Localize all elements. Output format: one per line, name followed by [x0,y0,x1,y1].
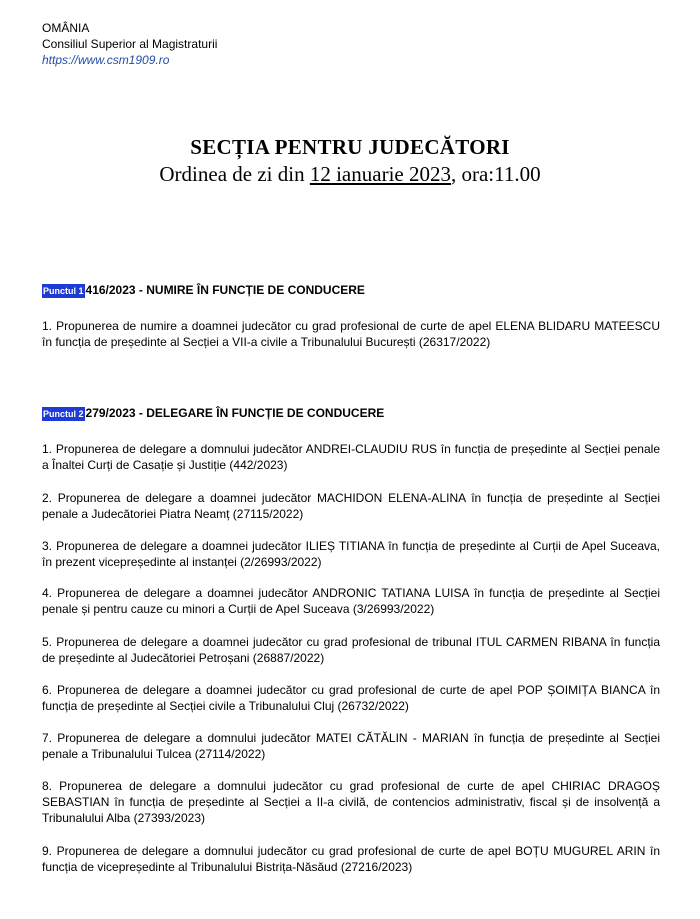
point-2-item-8: 8. Propunerea de delegare a domnului judecător cu grad profesional de curte de apel CHIRIAC DRAGOȘ SEBASTIAN în funcția de președinte al Secției a II-a civilă, de contencios administrativ, fiscal și de insolvență a Tribunalului Alba (27393/2023) [42,779,660,825]
point-2-item-4: 4. Propunerea de delegare a doamnei judecător ANDRONIC TATIANA LUISA în funcția de președinte al Secției penale și pentru cauze cu minori a Curții de Apel Suceava (3/26993/2022) [42,586,660,616]
point-2-item-5: 5. Propunerea de delegare a doamnei judecător cu grad profesional de tribunal ITUL CARMEN RIBANA în funcția de președinte al Judecătoriei Petroșani (26887/2022) [42,635,660,665]
agenda-prefix: Ordinea de zi din [159,162,310,186]
website-link[interactable]: https://www.csm1909.ro [42,53,170,67]
point-2-item-9: 9. Propunerea de delegare a domnului judecător cu grad profesional de curte de apel BOȚU MUGUREL ARIN în funcția de vicepreședinte al Tribunalului Bistrița-Năsăud (27216/2023) [42,844,660,874]
document-header [42,20,217,68]
point-2-item-7: 7. Propunerea de delegare a domnului judecător MATEI CĂTĂLIN - MARIAN în funcția de președinte al Secției penale a Tribunalului Tulcea (27114/2022) [42,731,660,761]
point-1-heading [42,283,365,297]
point-2-title: 279/2023 - DELEGARE ÎN FUNCȚIE DE CONDUCERE [85,406,385,420]
institution-name: Consiliul Superior al Magistraturii [42,37,218,51]
agenda-date: 12 ianuarie 2023 [309,162,451,186]
point-1-title: 416/2023 - NUMIRE ÎN FUNCȚIE DE CONDUCERE [85,283,365,297]
point-2-tag: Punctul 2 [43,409,84,419]
point-1-item-1: 1. Propunerea de numire a doamnei judecător cu grad profesional de curte de apel ELENA BLIDARU MATEESCU în funcția de președinte al Secției a VII-a civile a Tribunalului București (26317/2022) [42,319,660,349]
point-2-item-2: 2. Propunerea de delegare a doamnei judecător MACHIDON ELENA-ALINA în funcția de președinte al Secției penale a Judecătoriei Piatra Neamț (27115/2022) [42,491,660,521]
agenda-line [0,162,700,187]
point-2-item-6: 6. Propunerea de delegare a doamnei judecător cu grad profesional de curte de apel POP ȘOIMIȚA BIANCA în funcția de președinte al Secției civile a Tribunalului Cluj (26732/2022) [42,683,660,713]
section-title: SECȚIA PENTRU JUDECĂTORI [190,135,510,159]
point-1-tag: Punctul 1 [43,286,84,296]
point-2-item-1: 1. Propunerea de delegare a domnului judecător ANDREI-CLAUDIU RUS în funcția de președinte al Secției penale a Înaltei Curți de Casație și Justiție (442/2023) [42,442,660,472]
point-2-heading [42,406,384,420]
agenda-suffix: , ora:11.00 [450,162,541,186]
point-2-item-3: 3. Propunerea de delegare a doamnei judecător ILIEȘ TITIANA în funcția de președinte al Curții de Apel Suceava, în prezent vicepreședinte al instanței (2/26993/2022) [42,539,660,569]
country-line: OMÂNIA [42,21,90,35]
